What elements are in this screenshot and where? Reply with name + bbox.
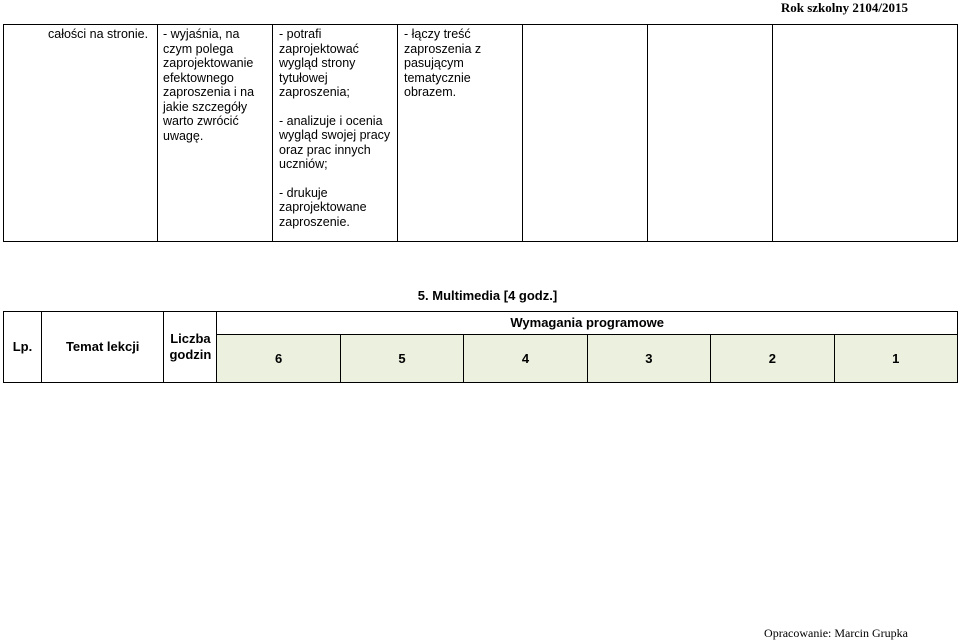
- col-3-text-2: - analizuje i ocenia wygląd swojej pracy oraz prac innych uczniów;: [279, 113, 391, 171]
- col-3-text-3: - drukuje zaprojektowane zaproszenie.: [279, 185, 367, 229]
- multimedia-header-table: [3, 311, 958, 383]
- col-6-cell: [648, 25, 773, 242]
- col-4-text: - łączy treść zaproszenia z pasującym tematycznie obrazem.: [404, 27, 482, 99]
- grade-6-header: 6: [217, 335, 340, 383]
- school-year: Rok szkolny 2104/2015: [780, 0, 908, 15]
- requirements-table-continued: [3, 24, 958, 242]
- grade-5-header: 5: [340, 335, 463, 383]
- grade-4-header: 4: [464, 335, 587, 383]
- section-title: 5. Multimedia [4 godz.]: [417, 288, 558, 303]
- author-footer: Opracowanie: Marcin Grupka: [764, 626, 908, 640]
- grade-2-header: 2: [711, 335, 834, 383]
- lp-header: Lp.: [4, 312, 42, 383]
- col-3-cell: [273, 25, 398, 242]
- col-7-cell: [773, 25, 958, 242]
- hours-header: Liczba godzin: [164, 312, 217, 383]
- col-2-cell: [158, 25, 273, 242]
- col-5-cell: [523, 25, 648, 242]
- topic-header: Temat lekcji: [41, 312, 164, 383]
- col-1-text: całości na stronie.: [48, 27, 149, 41]
- col-1-cell: [4, 25, 158, 242]
- grade-1-header: 1: [834, 335, 957, 383]
- col-2-text: - wyjaśnia, na czym polega zaprojektowanie efektownego zaproszenia i na jakie szczegóły warto zwrócić uwagę.: [163, 27, 255, 143]
- grade-3-header: 3: [587, 335, 710, 383]
- col-4-cell: [398, 25, 523, 242]
- col-3-text-1: - potrafi zaprojektować wygląd strony tytułowej zaproszenia;: [279, 27, 359, 99]
- requirements-header: Wymagania programowe: [217, 312, 958, 335]
